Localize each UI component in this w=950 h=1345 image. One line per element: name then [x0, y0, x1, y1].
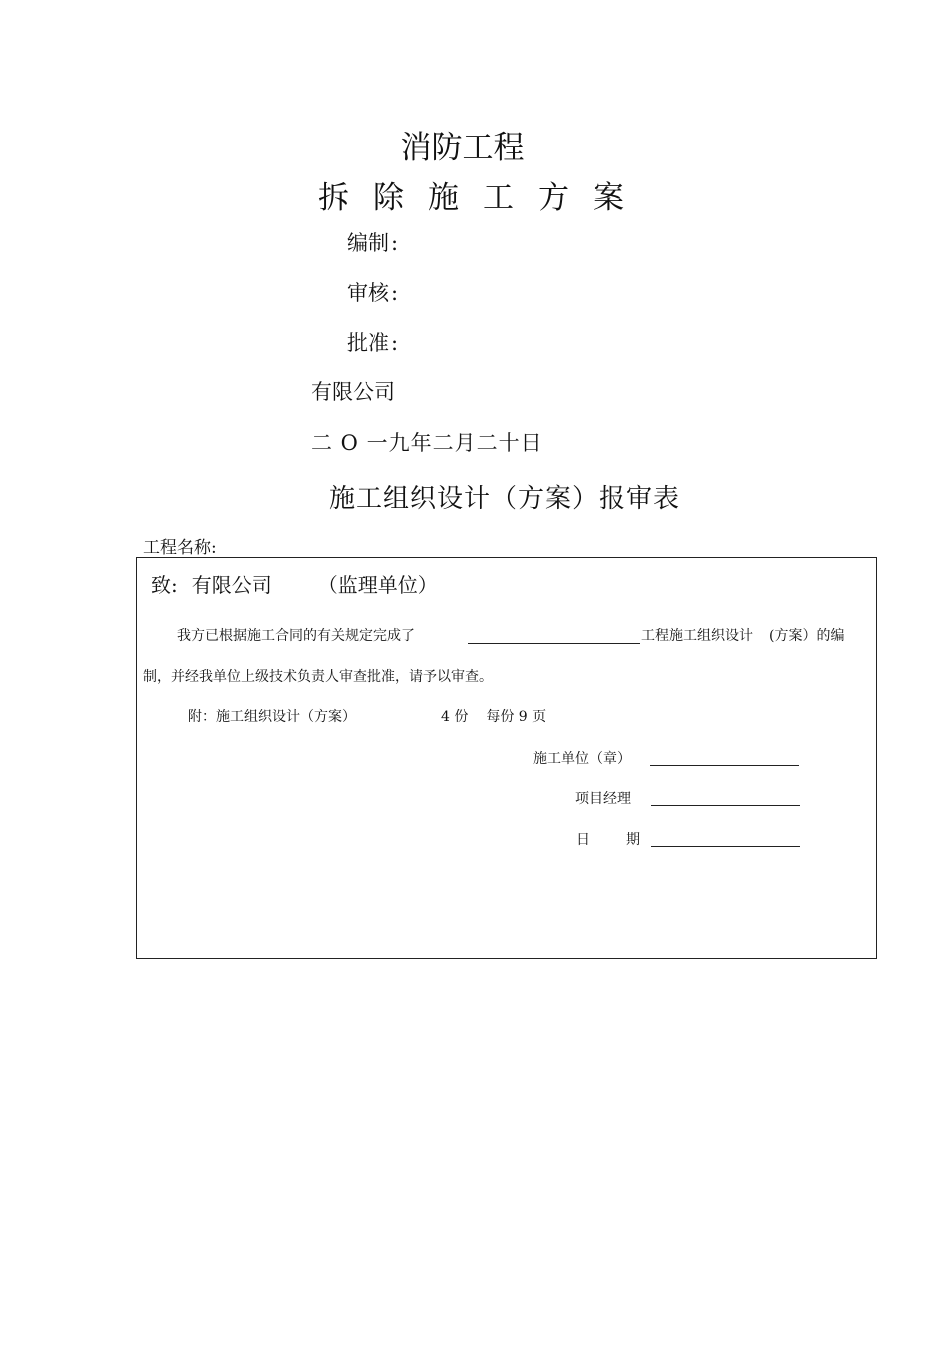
form-box: [136, 557, 877, 959]
form-title: 施工组织设计（方案）报审表: [329, 484, 681, 514]
pages-per-copy: 每份 9 页: [486, 709, 547, 725]
attachment-label: 附：施工组织设计（方案）: [188, 709, 356, 725]
compiled-by-line: [347, 227, 398, 257]
addressee-line: [151, 569, 438, 598]
compiled-by-label: 编制: [347, 231, 389, 255]
contractor-signature-line: [650, 765, 799, 766]
date-signature-line: [651, 846, 800, 847]
contractor-label: 施工单位（章）: [533, 751, 631, 767]
reviewed-by-colon: :: [391, 281, 399, 305]
approved-by-label: 批准: [347, 331, 389, 355]
attachment-count: [441, 706, 546, 726]
body-text-part2-line: [641, 625, 844, 645]
plan-title: 拆除施工方案: [318, 180, 648, 216]
date-label-a: 日: [576, 832, 590, 848]
manager-label: 项目经理: [575, 791, 631, 807]
body-text-line2: 制，并经我单位上级技术负责人审查批准，请予以审查。: [143, 669, 493, 685]
company-name: 有限公司: [311, 380, 395, 404]
copies-count: 4 份: [441, 709, 469, 725]
manager-signature-line: [651, 805, 800, 806]
body-text-part1: 我方已根据施工合同的有关规定完成了: [177, 628, 415, 644]
approved-by-colon: :: [391, 331, 399, 355]
project-fill-blank: [468, 643, 640, 644]
addressee-role: （监理单位）: [317, 573, 438, 597]
date-label: [576, 829, 640, 849]
date-label-b: 期: [626, 832, 640, 848]
project-name-label: 工程名称:: [143, 538, 217, 558]
document-date: 二 O 一九年二月二十日: [311, 431, 543, 455]
addressee-company: 有限公司: [191, 573, 272, 597]
compiled-by-colon: :: [391, 231, 399, 255]
body-text-part2: 工程施工组织设计: [641, 628, 753, 644]
approved-by-line: [347, 327, 398, 357]
addressee-prefix: 致:: [151, 573, 178, 597]
project-title: 消防工程: [400, 130, 525, 166]
reviewed-by-line: [347, 277, 398, 307]
body-text-part3: (方案）的编: [769, 628, 845, 644]
reviewed-by-label: 审核: [347, 281, 389, 305]
